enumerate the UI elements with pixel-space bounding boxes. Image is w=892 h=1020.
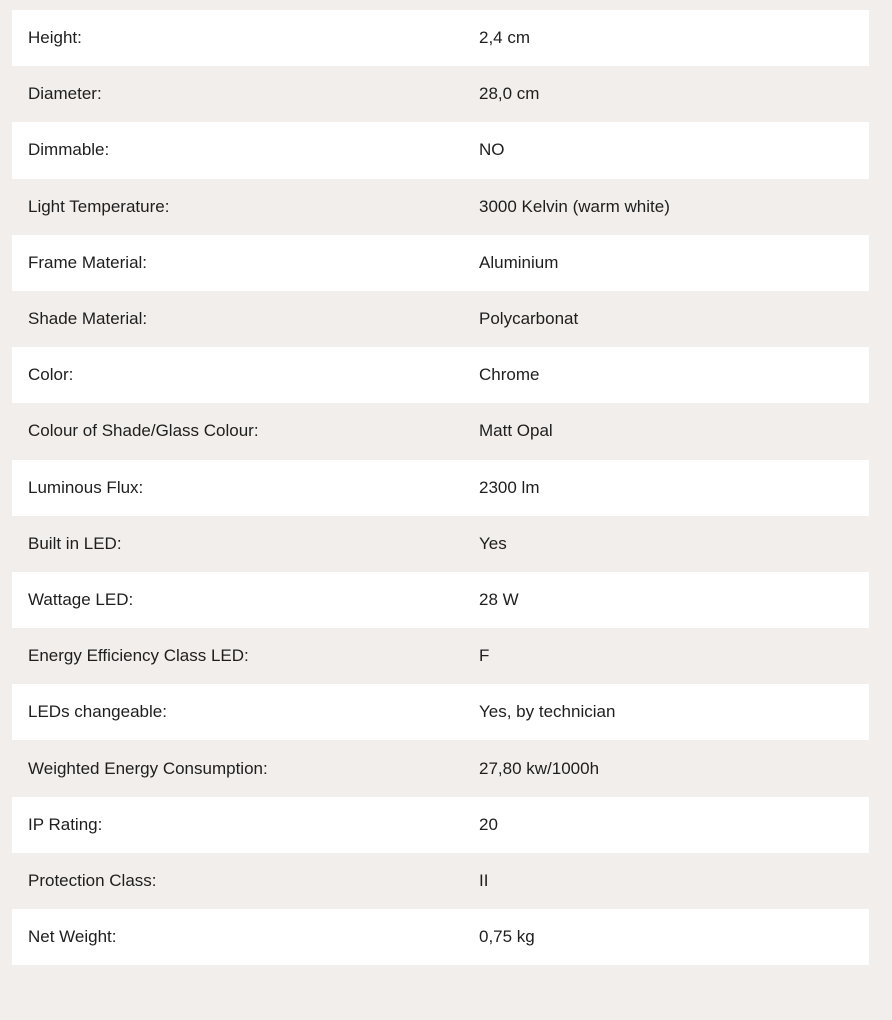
spec-row-net-weight <box>12 909 869 965</box>
spec-label: Light Temperature: <box>28 196 170 216</box>
spec-label: Luminous Flux: <box>28 477 144 497</box>
spec-label: Shade Material: <box>28 309 148 329</box>
spec-value: F <box>479 646 490 666</box>
spec-label: Net Weight: <box>28 927 117 947</box>
spec-row-diameter <box>12 66 869 122</box>
spec-label: IP Rating: <box>28 814 103 834</box>
spec-value: 28,0 cm <box>479 84 540 104</box>
spec-row-ip-rating <box>12 797 869 853</box>
spec-value: II <box>479 870 489 890</box>
spec-value: 3000 Kelvin (warm white) <box>479 196 670 216</box>
spec-value: Yes <box>479 533 507 553</box>
spec-row-height <box>12 10 869 66</box>
spec-label: LEDs changeable: <box>28 702 167 722</box>
spec-row-color <box>12 347 869 403</box>
spec-value: Yes, by technician <box>479 702 616 722</box>
spec-value: 20 <box>479 814 498 834</box>
spec-row-protection-class <box>12 853 869 909</box>
spec-label: Dimmable: <box>28 140 110 160</box>
spec-label: Built in LED: <box>28 533 122 553</box>
spec-row-frame-material <box>12 235 869 291</box>
spec-row-dimmable <box>12 122 869 178</box>
spec-value: 27,80 kw/1000h <box>479 758 600 778</box>
spec-value: 28 W <box>479 589 519 609</box>
spec-value: 2,4 cm <box>479 28 531 48</box>
spec-row-wattage-led <box>12 572 869 628</box>
spec-label: Colour of Shade/Glass Colour: <box>28 421 259 441</box>
spec-value: 2300 lm <box>479 477 540 497</box>
spec-row-energy-efficiency <box>12 628 869 684</box>
spec-row-built-in-led <box>12 516 869 572</box>
spec-row-leds-changeable <box>12 684 869 740</box>
spec-label: Height: <box>28 28 82 48</box>
spec-row-light-temperature <box>12 179 869 235</box>
spec-label: Frame Material: <box>28 252 148 272</box>
spec-row-shade-material <box>12 291 869 347</box>
spec-table <box>12 10 869 965</box>
spec-row-luminous-flux <box>12 460 869 516</box>
spec-value: Matt Opal <box>479 421 553 441</box>
spec-label: Weighted Energy Consumption: <box>28 758 268 778</box>
spec-label: Diameter: <box>28 84 102 104</box>
spec-value: Chrome <box>479 365 540 385</box>
spec-label: Energy Efficiency Class LED: <box>28 646 249 666</box>
spec-label: Color: <box>28 365 74 385</box>
spec-label: Protection Class: <box>28 870 157 890</box>
spec-value: Polycarbonat <box>479 309 579 329</box>
spec-value: NO <box>479 140 505 160</box>
spec-value: 0,75 kg <box>479 927 535 947</box>
spec-row-shade-colour <box>12 403 869 459</box>
spec-label: Wattage LED: <box>28 589 134 609</box>
spec-row-energy-consumption <box>12 740 869 796</box>
spec-value: Aluminium <box>479 252 559 272</box>
